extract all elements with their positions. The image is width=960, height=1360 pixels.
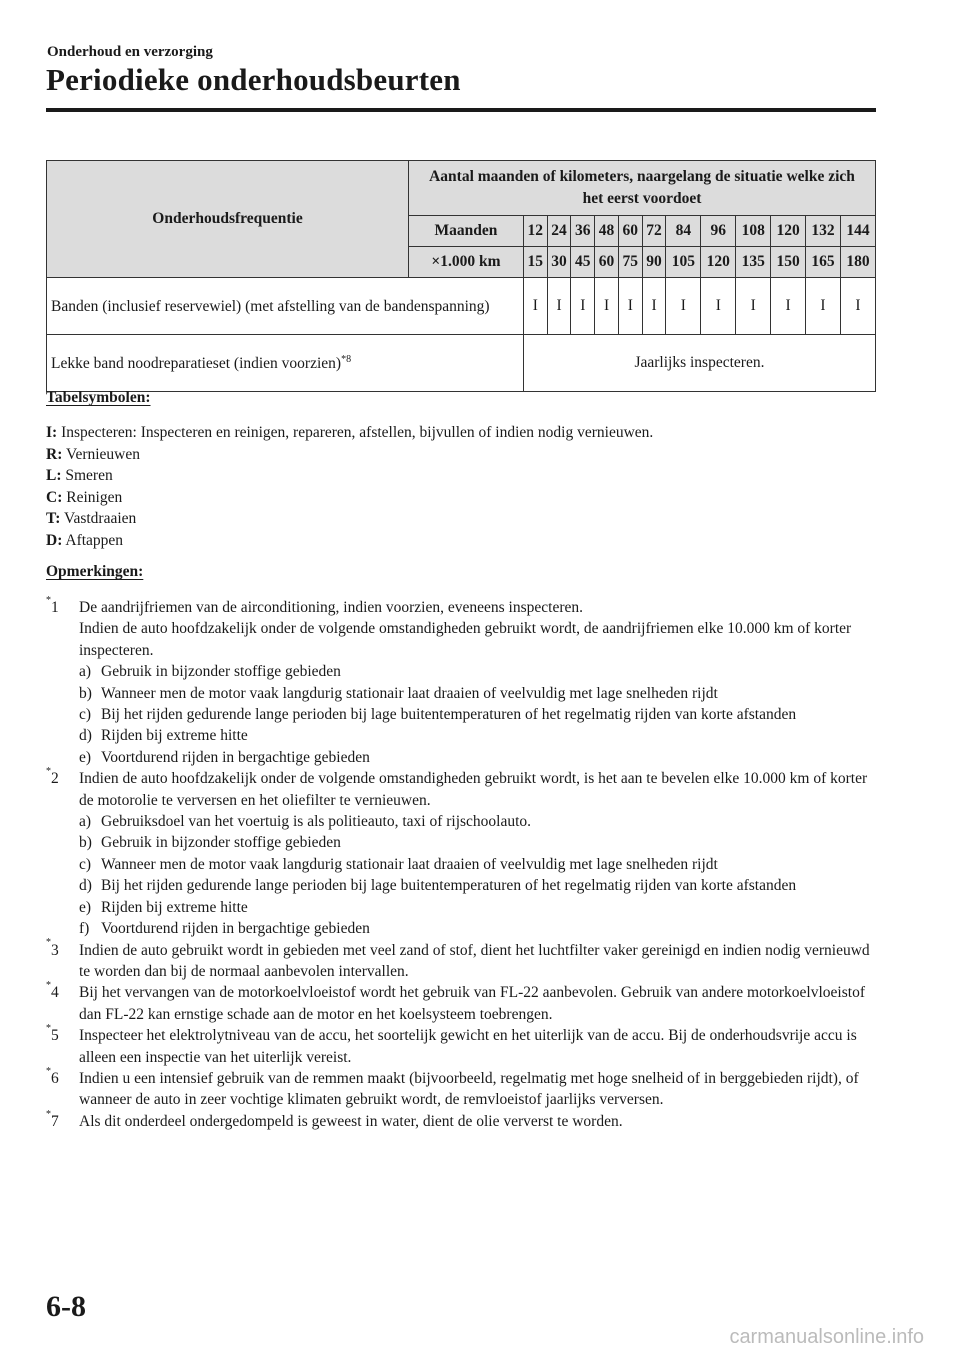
legend-text: Inspecteren: Inspecteren en reinigen, repareren, afstellen, bijvullen of indien nodig vernieuwen. [61,424,654,441]
km-cell: 165 [806,247,841,278]
note-marker: *6 [46,1065,59,1087]
value-cell: I [571,278,595,335]
value-cell: I [547,278,571,335]
month-cell: 144 [840,216,875,247]
month-cell: 108 [736,216,771,247]
note-text: Inspecteer het elektrolytniveau van de accu, het soortelijk gewicht en het uiterlijk van de accu. Bij de onderhoudsvrije accu is alleen een inspectie van het uiterlijk vereist. [79,1027,857,1066]
month-cell: 132 [806,216,841,247]
item-label: Banden (inclusief reservewiel) (met afstelling van de bandenspanning) [47,278,524,335]
km-cell: 90 [642,247,666,278]
legend-code: I: [46,424,58,441]
merged-value-cell: Jaarlijks inspecteren. [523,335,875,392]
legend-text: Aftappen [65,531,124,549]
month-cell: 12 [523,216,547,247]
table-row [47,278,876,335]
month-cell: 24 [547,216,571,247]
legend [46,422,653,551]
km-label: ×1.000 km [409,247,524,278]
freq-header: Onderhoudsfrequentie [47,161,409,278]
legend-item [46,487,653,509]
note-text: Indien de auto hoofdzakelijk onder de volgende omstandigheden gebruikt wordt, de aandrijfriemen elke 10.000 km of korter inspecteren. [79,620,852,659]
page-title: Periodieke onderhoudsbeurten [46,62,461,97]
value-cell: I [618,278,642,335]
sub-item: e) Rijden bij extreme hitte [79,898,248,916]
legend-title: Tabelsymbolen: [46,389,151,406]
legend-item [46,508,653,530]
value-cell: I [523,278,547,335]
km-cell: 120 [701,247,736,278]
title-rule [46,108,876,112]
value-cell: I [736,278,771,335]
legend-text: Smeren [65,467,113,484]
note-text: Indien de auto hoofdzakelijk onder de volgende omstandigheden gebruikt wordt, is het aan te bevelen elke 10.000 km of korter de motorolie te verversen en het oliefilter te vernieuwen. [79,770,868,809]
note-marker: *7 [46,1108,59,1130]
legend-text: Vastdraaien [63,510,137,527]
note-marker: *1 [46,594,59,616]
km-cell: 45 [571,247,595,278]
legend-item [46,465,653,487]
km-cell: 75 [618,247,642,278]
km-cell: 15 [523,247,547,278]
watermark: carmanualsonline.info [729,1326,924,1348]
sub-item: c) Wanneer men de motor vaak langdurig stationair laat draaien of veelvuldig met lage snelheden rijdt [79,855,718,873]
item-label [47,335,524,392]
note-4 [46,982,876,1025]
value-cell: I [806,278,841,335]
month-cell: 72 [642,216,666,247]
notes-list [46,594,876,1132]
sub-item: b) Gebruik in bijzonder stoffige gebieden [79,834,341,852]
legend-code: D: [46,531,63,549]
interval-header: Aantal maanden of kilometers, naargelang de situatie welke zich het eerst voordoet [409,161,876,216]
sub-item: a) Gebruik in bijzonder stoffige gebieden [79,663,341,681]
legend-code: C: [46,488,63,506]
months-label: Maanden [409,216,524,247]
note-1 [46,594,876,768]
note-3 [46,937,876,983]
sub-item: b) Wanneer men de motor vaak langdurig stationair laat draaien of veelvuldig met lage snelheden rijdt [79,684,718,702]
legend-text: Reinigen [66,488,123,506]
sub-item: a) Gebruiksdoel van het voertuig is als politieauto, taxi of rijschoolauto. [79,813,532,831]
note-2 [46,768,876,939]
note-marker: *5 [46,1022,59,1045]
value-cell: I [666,278,701,335]
km-cell: 30 [547,247,571,278]
km-cell: 180 [840,247,875,278]
km-cell: 60 [595,247,619,278]
value-cell: I [771,278,806,335]
value-cell: I [840,278,875,335]
item-label-text: Lekke band noodreparatieset (indien voorzien) [51,354,342,372]
note-marker: *4 [46,980,59,1002]
value-cell: I [701,278,736,335]
sub-item: d) Rijden bij extreme hitte [79,727,248,745]
legend-text: Vernieuwen [65,445,140,463]
legend-item [46,422,653,444]
km-cell: 135 [736,247,771,278]
value-cell: I [595,278,619,335]
footnote-ref: *8 [341,353,352,365]
note-text: Als dit onderdeel ondergedompeld is geweest in water, dient de olie ververst te worden. [79,1112,623,1130]
legend-code: L: [46,467,62,484]
legend-item [46,530,653,552]
month-cell: 60 [618,216,642,247]
legend-code: T: [46,510,61,527]
km-cell: 150 [771,247,806,278]
km-cell: 105 [666,247,701,278]
note-6 [46,1065,876,1111]
section-label: Onderhoud en verzorging [47,44,213,60]
note-text: Indien de auto gebruikt wordt in gebieden met veel zand of stof, dient het luchtfilter vaker gereinigd en indien nodig vernieuwd te worden dan bij de normaal aanbevolen intervallen. [79,941,870,980]
notes-title: Opmerkingen: [46,563,144,580]
month-cell: 36 [571,216,595,247]
note-text: Bij het vervangen van de motorkoelvloeistof wordt het gebruik van FL-22 aanbevolen. Gebruik van andere motorkoelvloeistof dan FL-22 kan ernstige schade aan de motor en het koelsysteem toebrengen. [79,984,865,1023]
sub-item: c) Bij het rijden gedurende lange perioden bij lage buitentemperaturen of het regelmatig rijden van korte afstanden [79,706,797,724]
sub-item: e) Voortdurend rijden in bergachtige gebieden [79,748,370,766]
note-text: Indien u een intensief gebruik van de remmen maakt (bijvoorbeeld, regelmatig met hoge snelheid of in berggebieden rijdt), of wanneer de auto in zeer vochtige klimaten gebruikt wordt, de remvloeistof jaarlijks verversen. [79,1069,859,1109]
note-text: De aandrijfriemen van de airconditioning, indien voorzien, eveneens inspecteren. [79,599,583,616]
table-row [47,335,876,392]
sub-item: d) Bij het rijden gedurende lange perioden bij lage buitentemperaturen of het regelmatig rijden van korte afstanden [79,877,797,895]
sub-item: f) Voortdurend rijden in bergachtige gebieden [79,920,370,938]
month-cell: 48 [595,216,619,247]
maintenance-table [46,160,876,392]
legend-item [46,444,653,466]
month-cell: 84 [666,216,701,247]
legend-code: R: [46,445,63,463]
value-cell: I [642,278,666,335]
month-cell: 96 [701,216,736,247]
page-number: 6-8 [46,1290,86,1323]
note-7 [46,1108,876,1132]
note-5 [46,1022,876,1068]
note-marker: *2 [46,766,59,788]
month-cell: 120 [771,216,806,247]
note-marker: *3 [46,937,59,959]
